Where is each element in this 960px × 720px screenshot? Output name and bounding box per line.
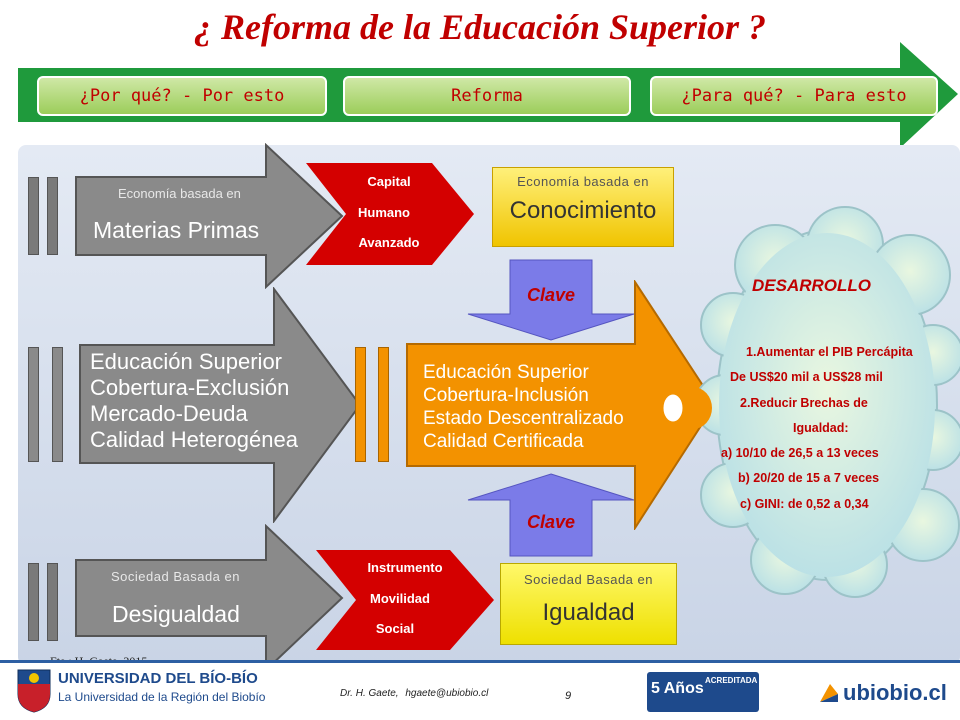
instrumento-line-3: Social bbox=[375, 621, 415, 636]
footer-author bbox=[340, 688, 488, 699]
tab-reforma[interactable]: Reforma bbox=[343, 76, 631, 116]
bar-decor bbox=[47, 563, 58, 641]
desarrollo-title: DESARROLLO bbox=[752, 276, 871, 295]
cloud-line-2: De US$20 mil a US$28 mil bbox=[730, 370, 883, 384]
edu-actual-line-1: Educación Superior bbox=[90, 349, 283, 374]
edu-reforma-line-1: Educación Superior bbox=[423, 362, 589, 383]
edu-actual-line-3: Mercado-Deuda bbox=[90, 401, 248, 426]
clave-bottom: Clave bbox=[526, 512, 576, 532]
ubiobio-logo-icon bbox=[818, 682, 840, 704]
cloud-line-7: c) GINI: de 0,52 a 0,34 bbox=[740, 497, 869, 511]
tab-por-que[interactable]: ¿Por qué? - Por esto bbox=[37, 76, 327, 116]
desigualdad-main: Desigualdad bbox=[112, 601, 240, 627]
accred-label: ACREDITADA bbox=[705, 676, 758, 685]
connector-rings bbox=[657, 384, 715, 432]
bar-decor bbox=[378, 347, 389, 462]
university-shield-icon bbox=[16, 668, 52, 714]
capital-line-2: Humano bbox=[358, 205, 410, 220]
conocimiento-main: Conocimiento bbox=[509, 197, 657, 224]
edu-actual-line-2: Cobertura-Exclusión bbox=[90, 375, 290, 400]
university-tagline: La Universidad de la Región del Biobío bbox=[58, 690, 266, 704]
igualdad-box bbox=[500, 563, 677, 645]
gray-arrow-desigualdad bbox=[74, 524, 344, 672]
author-name: Dr. H. Gaete, bbox=[340, 688, 399, 699]
edu-reforma-line-2: Cobertura-Inclusión bbox=[423, 385, 589, 406]
bar-decor bbox=[52, 347, 63, 462]
edu-actual-line-4: Calidad Heterogénea bbox=[90, 427, 298, 452]
author-email[interactable]: hgaete@ubiobio.cl bbox=[405, 688, 489, 699]
igualdad-sub: Sociedad Basada en bbox=[524, 572, 653, 587]
bar-decor bbox=[47, 177, 58, 255]
gray-arrow-materias bbox=[74, 143, 344, 289]
bar-decor bbox=[355, 347, 366, 462]
website[interactable]: ubiobio.cl bbox=[843, 680, 947, 705]
capital-line-1: Capital bbox=[367, 174, 411, 189]
edu-reforma-line-4: Calidad Certificada bbox=[423, 431, 584, 452]
bar-decor bbox=[28, 563, 39, 641]
desigualdad-sub: Sociedad Basada en bbox=[111, 569, 240, 584]
university-name: UNIVERSIDAD DEL BÍO-BÍO bbox=[58, 670, 258, 687]
page-number: 9 bbox=[565, 690, 572, 702]
slide-title: ¿ Reforma de la Educación Superior ? bbox=[193, 7, 767, 47]
conocimiento-box bbox=[492, 167, 674, 247]
instrumento-line-1: Instrumento bbox=[367, 560, 443, 575]
edu-reforma-line-3: Estado Descentralizado bbox=[423, 408, 624, 429]
accred-years: 5 Años bbox=[651, 680, 704, 697]
instrumento-line-2: Movilidad bbox=[370, 591, 430, 606]
cloud-line-4: Igualdad: bbox=[793, 421, 849, 435]
bar-decor bbox=[28, 177, 39, 255]
accreditation-badge bbox=[647, 672, 759, 712]
clave-top: Clave bbox=[526, 285, 576, 305]
cloud-line-3: 2.Reducir Brechas de bbox=[740, 396, 868, 410]
tab-para-que[interactable]: ¿Para qué? - Para esto bbox=[650, 76, 938, 116]
cloud-line-5: a) 10/10 de 26,5 a 13 veces bbox=[721, 446, 879, 460]
materias-main: Materias Primas bbox=[93, 217, 260, 243]
bar-decor bbox=[28, 347, 39, 462]
igualdad-main: Igualdad bbox=[542, 599, 635, 626]
cloud-line-6: b) 20/20 de 15 a 7 veces bbox=[738, 471, 880, 485]
cloud-line-1: 1.Aumentar el PIB Percápita bbox=[746, 345, 913, 359]
conocimiento-sub: Economía basada en bbox=[517, 174, 649, 189]
capital-line-3: Avanzado bbox=[358, 235, 420, 250]
materias-sub: Economía basada en bbox=[118, 186, 241, 201]
